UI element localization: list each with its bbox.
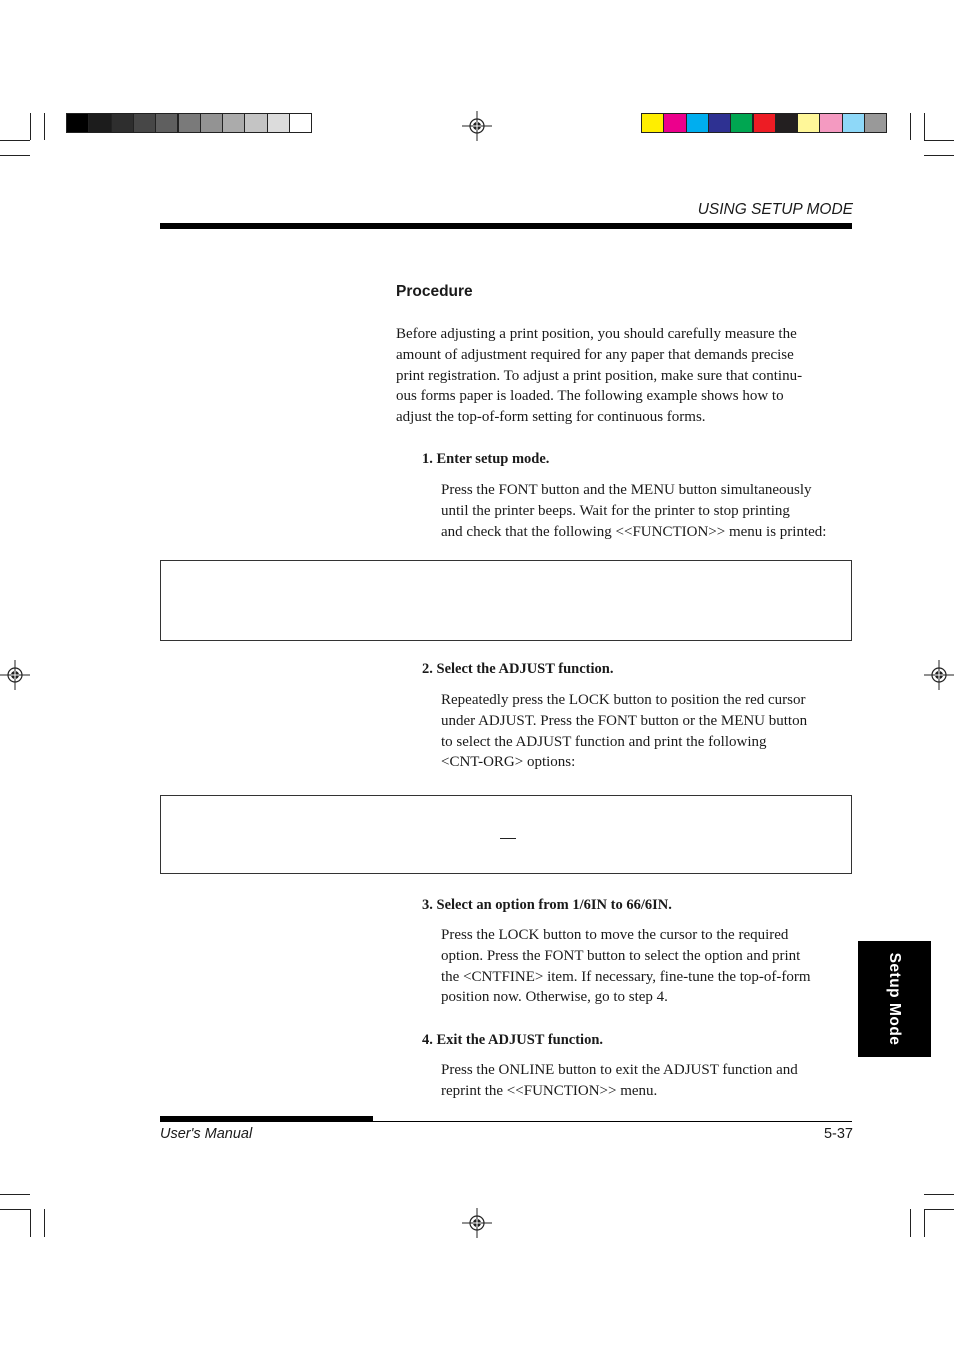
text-line: ous forms paper is loaded. The following example shows how to: [396, 388, 784, 405]
crop-mark: [0, 1209, 30, 1210]
intro-paragraph: [396, 324, 856, 428]
text-line: <CNT-ORG> options:: [441, 754, 576, 771]
crop-mark: [44, 1209, 45, 1237]
calibration-swatch: [178, 113, 201, 133]
calibration-swatch: [289, 113, 312, 133]
crop-mark: [30, 1209, 31, 1237]
crop-mark: [910, 1209, 911, 1237]
crop-mark: [0, 155, 30, 156]
step-title: 3. Select an option from 1/6IN to 66/6IN.: [422, 897, 672, 913]
calibration-swatch: [864, 113, 887, 133]
calibration-swatch: [155, 113, 178, 133]
text-line: and check that the following <<FUNCTION>> menu is printed:: [441, 523, 827, 540]
crop-mark: [924, 113, 925, 140]
registration-mark-icon: [0, 660, 30, 690]
crop-mark: [0, 140, 30, 141]
crop-mark: [924, 155, 954, 156]
step-title: 4. Exit the ADJUST function.: [422, 1032, 604, 1048]
section-side-tab: [858, 941, 931, 1057]
calibration-swatch: [267, 113, 290, 133]
calibration-swatch: [842, 113, 865, 133]
calibration-swatch: [753, 113, 776, 133]
text-line: position now. Otherwise, go to step 4.: [441, 989, 668, 1006]
text-line: Press the LOCK button to move the cursor to the required: [441, 927, 789, 943]
crop-mark: [924, 1209, 954, 1210]
side-tab-label: Setup Mode: [886, 952, 904, 1046]
text-line: Repeatedly press the LOCK button to position the red cursor: [441, 692, 806, 708]
calibration-swatch: [708, 113, 731, 133]
printout-sample-box: [160, 560, 852, 641]
crop-mark: [924, 140, 954, 141]
registration-mark-icon: [462, 1208, 492, 1238]
cursor-underline: [500, 838, 516, 839]
step-body: [441, 925, 861, 1008]
section-heading: Procedure: [396, 283, 473, 300]
footer-rule: [160, 1121, 852, 1122]
crop-mark: [44, 113, 45, 140]
calibration-swatch: [819, 113, 842, 133]
text-line: adjust the top-of-form setting for continuous forms.: [396, 409, 706, 426]
crop-mark: [30, 113, 31, 140]
calibration-swatch: [222, 113, 245, 133]
page-number: 5-37: [823, 1126, 853, 1142]
step-body: [441, 690, 861, 773]
calibration-swatch: [797, 113, 820, 133]
header-rule: [160, 223, 852, 229]
registration-mark-icon: [462, 111, 492, 141]
registration-mark-icon: [924, 660, 954, 690]
running-header: USING SETUP MODE: [697, 201, 853, 218]
calibration-swatch: [730, 113, 753, 133]
text-line: reprint the <<FUNCTION>> menu.: [441, 1082, 658, 1099]
text-line: print registration. To adjust a print position, make sure that continu-: [396, 367, 803, 384]
calibration-swatch: [133, 113, 156, 133]
calibration-swatch: [88, 113, 111, 133]
calibration-swatch: [244, 113, 267, 133]
calibration-swatch: [200, 113, 223, 133]
printout-sample-box: [160, 795, 852, 874]
text-line: Press the FONT button and the MENU button simultaneously: [441, 482, 812, 498]
step-body: [441, 1060, 861, 1102]
calibration-swatch: [775, 113, 798, 133]
step-title: 2. Select the ADJUST function.: [422, 661, 614, 677]
crop-mark: [924, 1209, 925, 1237]
text-line: the <CNTFINE> item. If necessary, fine-tune the top-of-form: [441, 968, 811, 985]
footer-manual-title: User's Manual: [160, 1126, 253, 1142]
text-line: Press the ONLINE button to exit the ADJUST function and: [441, 1062, 798, 1078]
step-body: [441, 480, 861, 542]
calibration-swatch: [663, 113, 686, 133]
text-line: under ADJUST. Press the FONT button or the MENU button: [441, 712, 808, 729]
crop-mark: [924, 1194, 954, 1195]
crop-mark: [910, 113, 911, 140]
calibration-swatch: [66, 113, 89, 133]
crop-mark: [0, 1194, 30, 1195]
text-line: option. Press the FONT button to select the option and print: [441, 947, 801, 964]
calibration-swatch: [641, 113, 664, 133]
step-title: 1. Enter setup mode.: [422, 451, 550, 467]
text-line: to select the ADJUST function and print the following: [441, 733, 767, 750]
text-line: Before adjusting a print position, you should carefully measure the: [396, 326, 797, 342]
text-line: amount of adjustment required for any paper that demands precise: [396, 346, 794, 363]
calibration-swatch: [111, 113, 134, 133]
text-line: until the printer beeps. Wait for the printer to stop printing: [441, 502, 790, 519]
calibration-swatch: [686, 113, 709, 133]
